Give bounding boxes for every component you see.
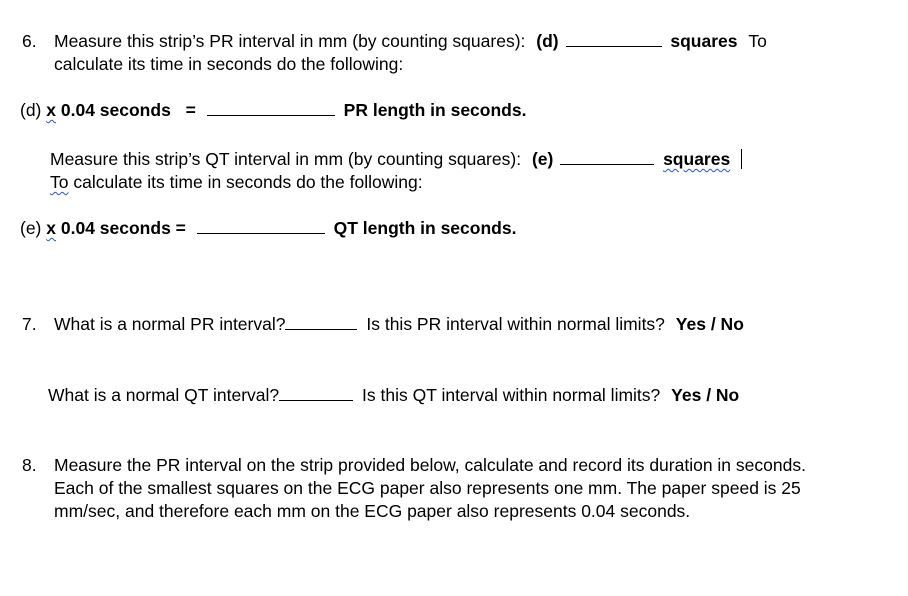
q6-pr-calc-multiplier: 0.04 seconds — [60, 100, 171, 120]
q6-pr-measure-text: Measure this strip’s PR interval in mm (by counting squares): — [54, 31, 526, 51]
q8-line2: Each of the smallest squares on the ECG paper also represents one mm. The paper speed is 25 — [54, 478, 801, 498]
q6-qt-calc-x: x — [46, 218, 56, 238]
q7-qt-question: What is a normal QT interval? — [48, 385, 280, 405]
q8-line1: Measure the PR interval on the strip provided below, calculate and record its duration in seconds. — [54, 455, 806, 475]
q7-qt-normal-blank[interactable] — [279, 386, 353, 401]
q6-pr-calc-x: x — [46, 100, 56, 120]
q6-qt-calc-prefix: (e) — [20, 218, 42, 238]
q7-pr-row — [54, 313, 744, 335]
q6-line2: calculate its time in seconds do the following: — [54, 54, 404, 74]
q6-e-label: (e) — [531, 149, 554, 169]
q7-pr-limits-question: Is this PR interval within normal limits? — [366, 314, 665, 334]
text-cursor — [741, 149, 742, 169]
q6-pr-seconds-blank[interactable] — [207, 101, 335, 116]
q6-qt-squares-word: squares — [663, 149, 731, 169]
q6-qt-calc-multiplier: 0.04 seconds = — [60, 218, 186, 238]
q7-qt-limits-question: Is this QT interval within normal limits? — [362, 385, 661, 405]
q6-qt-line1 — [50, 148, 742, 170]
q7-number: 7. — [22, 314, 37, 334]
q6-e-squares-blank[interactable] — [560, 150, 654, 165]
q8-number: 8. — [22, 455, 37, 475]
q6-pr-calc-prefix: (d) — [20, 100, 42, 120]
q6-squares-word: squares — [670, 31, 738, 51]
q7-pr-question: What is a normal PR interval? — [54, 314, 286, 334]
q6-number: 6. — [22, 31, 37, 51]
q7-qt-answer[interactable]: Yes / No — [671, 385, 740, 405]
q8-line3: mm/sec, and therefore each mm on the ECG paper also represents 0.04 seconds. — [54, 501, 691, 521]
q6-pr-result-label: PR length in seconds. — [343, 100, 527, 120]
q7-pr-answer[interactable]: Yes / No — [675, 314, 744, 334]
q6-qt-result-label: QT length in seconds. — [333, 218, 517, 238]
q6-qt-line2-rest: calculate its time in seconds do the following: — [73, 172, 423, 192]
q6-qt-seconds-blank[interactable] — [197, 219, 325, 234]
q6-pr-calc-row — [20, 99, 526, 121]
q7-pr-normal-blank[interactable] — [285, 315, 357, 330]
q6-qt-to-word: To — [50, 172, 69, 192]
q6-qt-line2 — [50, 171, 423, 193]
q6-qt-measure-text: Measure this strip’s QT interval in mm (by counting squares): — [50, 149, 522, 169]
q6-d-squares-blank[interactable] — [566, 32, 662, 47]
q6-d-label: (d) — [536, 31, 559, 51]
q7-qt-row — [48, 384, 739, 406]
q6-qt-calc-row — [20, 217, 516, 239]
q6-line1 — [54, 30, 767, 52]
q6-to-word: To — [748, 31, 767, 51]
q6-pr-calc-equals: = — [185, 100, 196, 120]
